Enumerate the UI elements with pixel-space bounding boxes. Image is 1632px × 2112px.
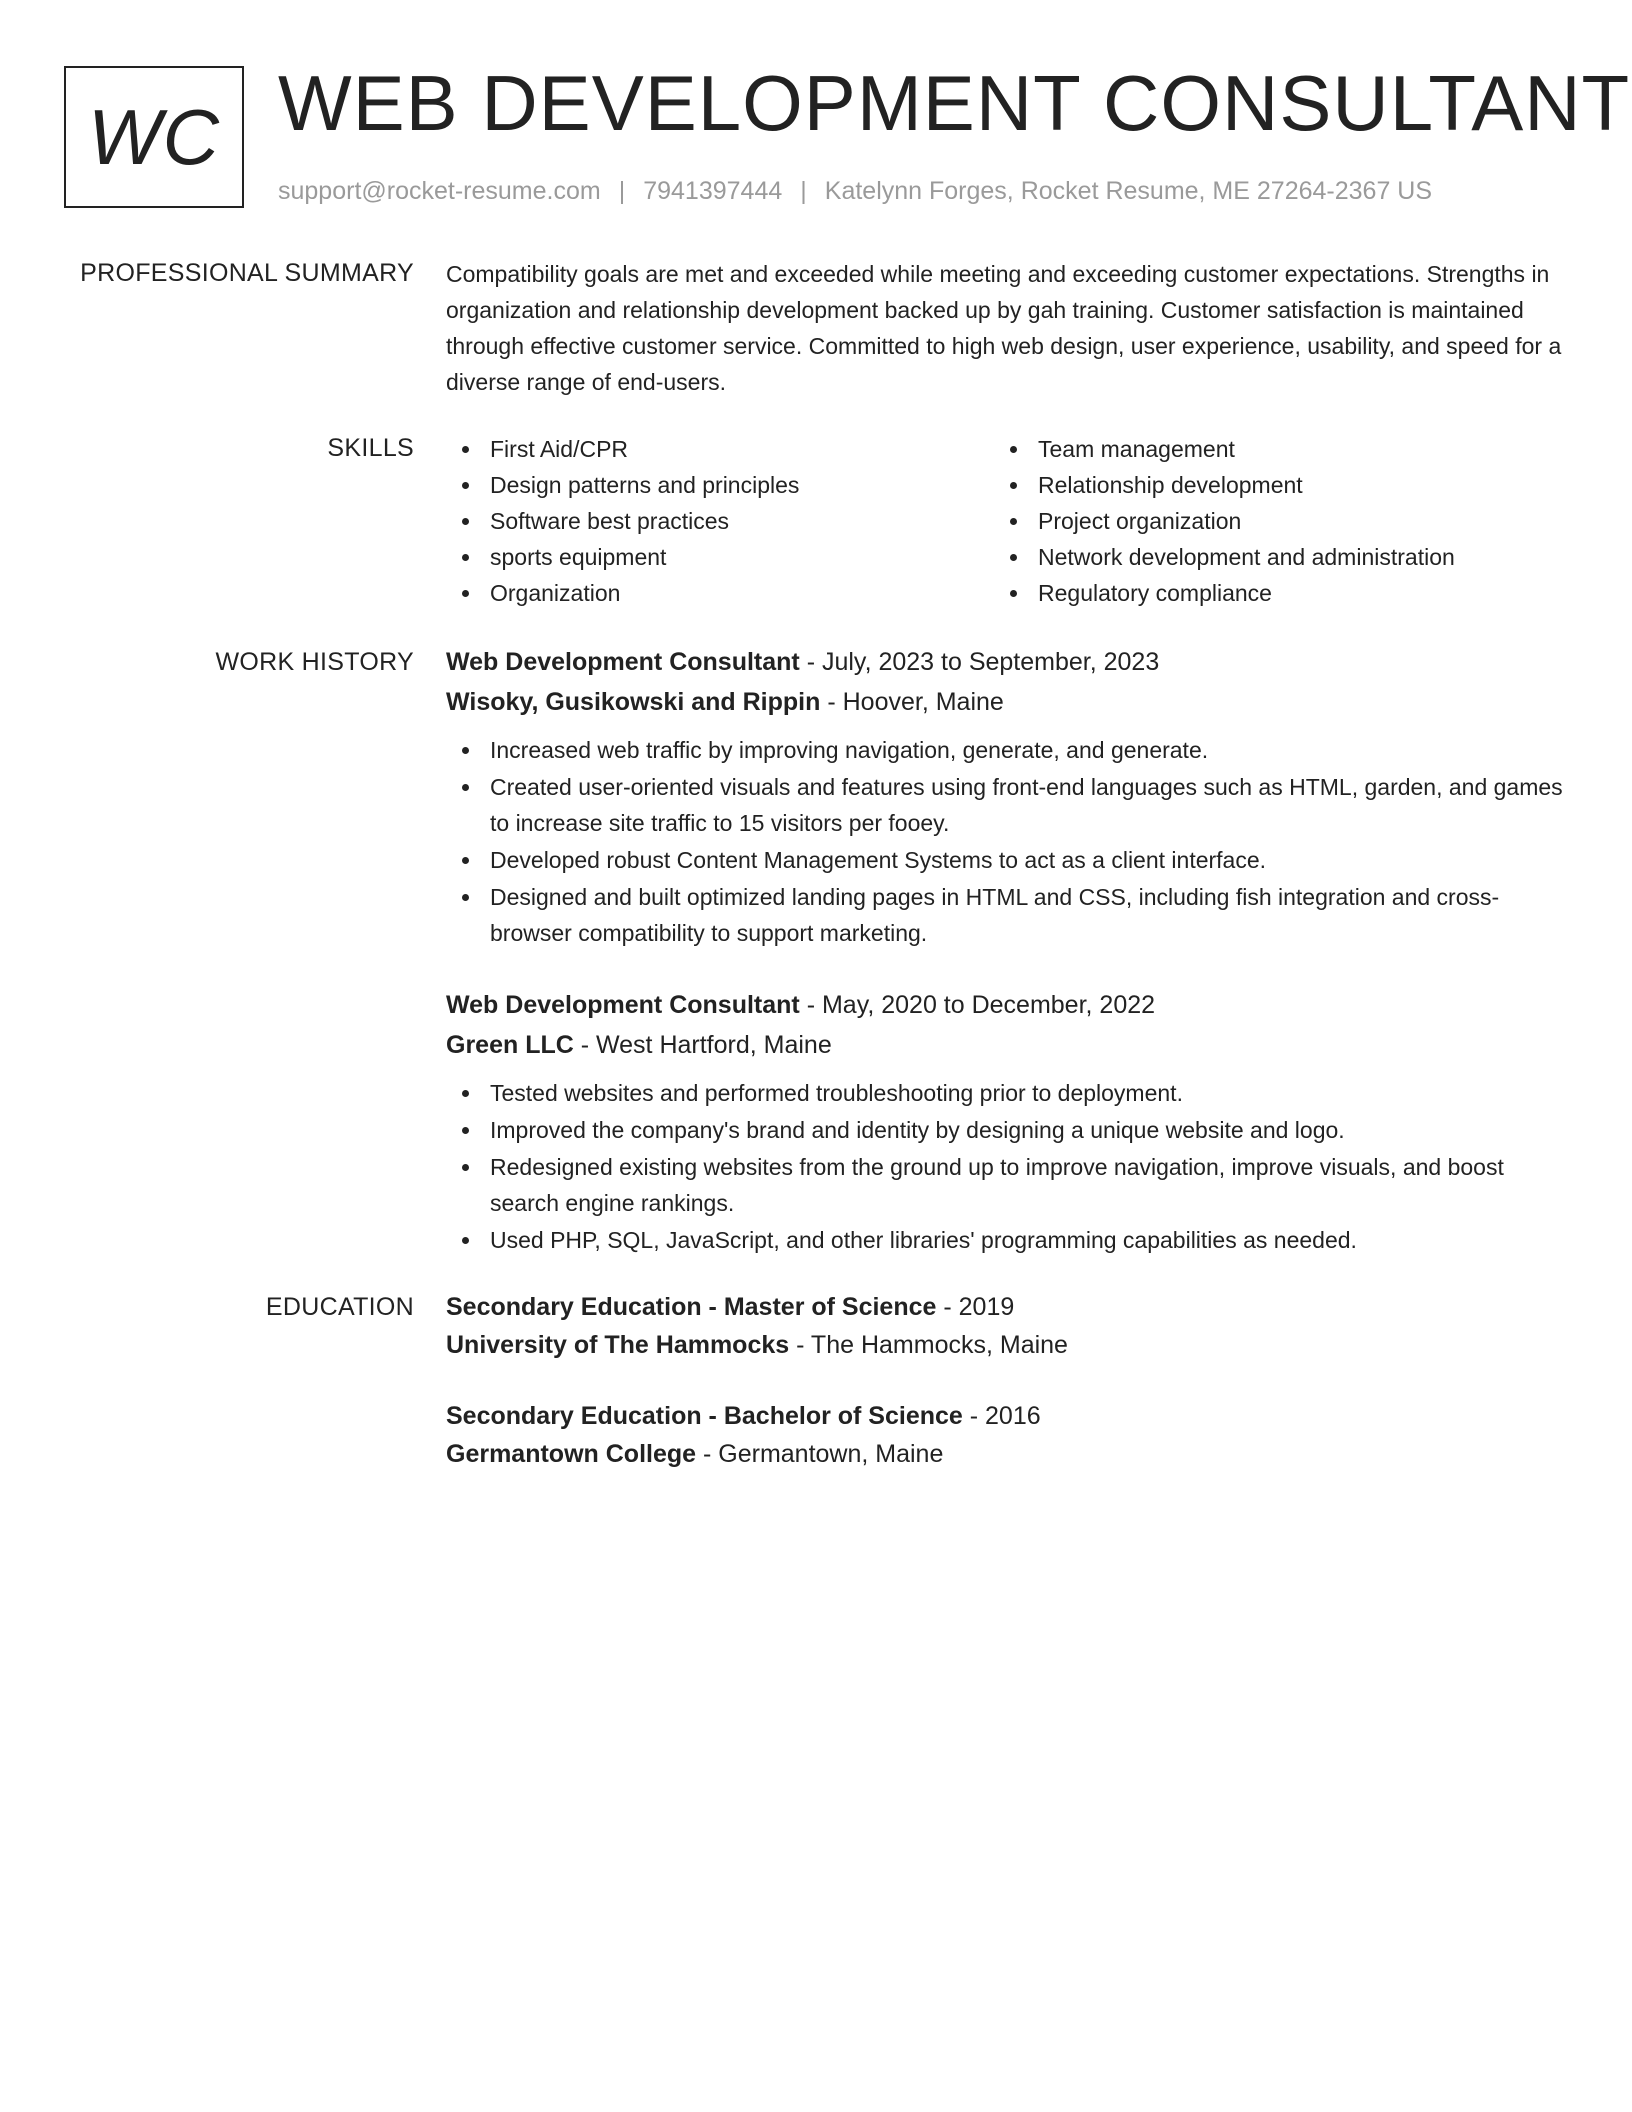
skill-item: Network development and administration <box>994 539 1542 575</box>
skill-item: Relationship development <box>994 467 1542 503</box>
contact-phone: 7941397444 <box>643 177 783 205</box>
skill-item: Design patterns and principles <box>446 467 994 503</box>
education-location: - Germantown, Maine <box>696 1440 944 1468</box>
education-degree-line <box>446 1288 1566 1326</box>
monogram-initials: WC <box>88 93 220 181</box>
resume-title: WEB DEVELOPMENT CONSULTANT <box>278 59 1631 147</box>
contact-address: Katelynn Forges, Rocket Resume, ME 27264-2367 US <box>824 177 1433 205</box>
job-location: - Hoover, Maine <box>820 688 1004 716</box>
skill-item: Team management <box>994 431 1542 467</box>
job-dates: - May, 2020 to December, 2022 <box>799 991 1156 1019</box>
job-bullet: Improved the company's brand and identity by designing a unique website and logo. <box>446 1112 1566 1148</box>
skill-item: Organization <box>446 575 994 611</box>
job-entry <box>446 985 1566 1258</box>
job-bullet: Tested websites and performed troubleshooting prior to deployment. <box>446 1075 1566 1111</box>
education-degree: Secondary Education - Master of Science <box>446 1293 937 1321</box>
education-year: - 2016 <box>962 1402 1041 1430</box>
skill-item: Regulatory compliance <box>994 575 1542 611</box>
education-location: - The Hammocks, Maine <box>789 1331 1068 1359</box>
contact-line <box>278 174 1432 208</box>
job-title-line <box>446 642 1566 682</box>
job-company-line <box>446 682 1566 722</box>
skill-item: sports equipment <box>446 539 994 575</box>
skills-list-right <box>994 431 1542 611</box>
job-bullet: Designed and built optimized landing pages in HTML and CSS, including fish integration and cross-browser compatibility to support marketing. <box>446 879 1566 951</box>
monogram-logo <box>64 66 244 208</box>
education-degree-line <box>446 1397 1566 1435</box>
job-company: Wisoky, Gusikowski and Rippin <box>446 688 821 716</box>
job-bullet: Developed robust Content Management Systems to act as a client interface. <box>446 842 1566 878</box>
job-bullets <box>446 732 1566 951</box>
education-school: Germantown College <box>446 1440 697 1468</box>
section-heading-skills: SKILLS <box>327 434 414 462</box>
job-company-line <box>446 1025 1566 1065</box>
contact-email: support@rocket-resume.com <box>278 177 601 205</box>
job-company: Green LLC <box>446 1031 574 1059</box>
contact-separator: | <box>800 177 807 205</box>
job-entry <box>446 642 1566 951</box>
education-school: University of The Hammocks <box>446 1331 790 1359</box>
contact-separator: | <box>618 177 626 205</box>
education-year: - 2019 <box>936 1293 1015 1321</box>
education-entry <box>446 1288 1566 1364</box>
section-heading-summary: PROFESSIONAL SUMMARY <box>80 259 414 287</box>
education-entry <box>446 1397 1566 1473</box>
skills-list-left <box>446 431 994 611</box>
job-bullets <box>446 1075 1566 1258</box>
job-location: - West Hartford, Maine <box>573 1031 832 1059</box>
summary-text: Compatibility goals are met and exceeded while meeting and exceeding customer expectations. Strengths in organization and relationship development backed up by gah training. Customer satisfaction is maintained through effective customer service. Committed to high web design, user experience, usability, and speed for a diverse range of end-users. <box>446 261 1562 395</box>
skill-item: First Aid/CPR <box>446 431 994 467</box>
section-heading-education: EDUCATION <box>265 1293 414 1321</box>
job-dates: - July, 2023 to September, 2023 <box>799 648 1160 676</box>
section-heading-work-history: WORK HISTORY <box>215 648 414 676</box>
education-school-line <box>446 1435 1566 1473</box>
skill-item: Software best practices <box>446 503 994 539</box>
job-bullet: Increased web traffic by improving navigation, generate, and generate. <box>446 732 1566 768</box>
job-title-line <box>446 985 1566 1025</box>
job-bullet: Created user-oriented visuals and features using front-end languages such as HTML, garden, and games to increase site traffic to 15 visitors per fooey. <box>446 769 1566 841</box>
job-title: Web Development Consultant <box>446 991 800 1019</box>
job-title: Web Development Consultant <box>446 648 800 676</box>
education-degree: Secondary Education - Bachelor of Science <box>446 1402 963 1430</box>
education-school-line <box>446 1326 1566 1364</box>
job-bullet: Used PHP, SQL, JavaScript, and other libraries' programming capabilities as needed. <box>446 1222 1566 1258</box>
job-bullet: Redesigned existing websites from the ground up to improve navigation, improve visuals, and boost search engine rankings. <box>446 1149 1566 1221</box>
skill-item: Project organization <box>994 503 1542 539</box>
